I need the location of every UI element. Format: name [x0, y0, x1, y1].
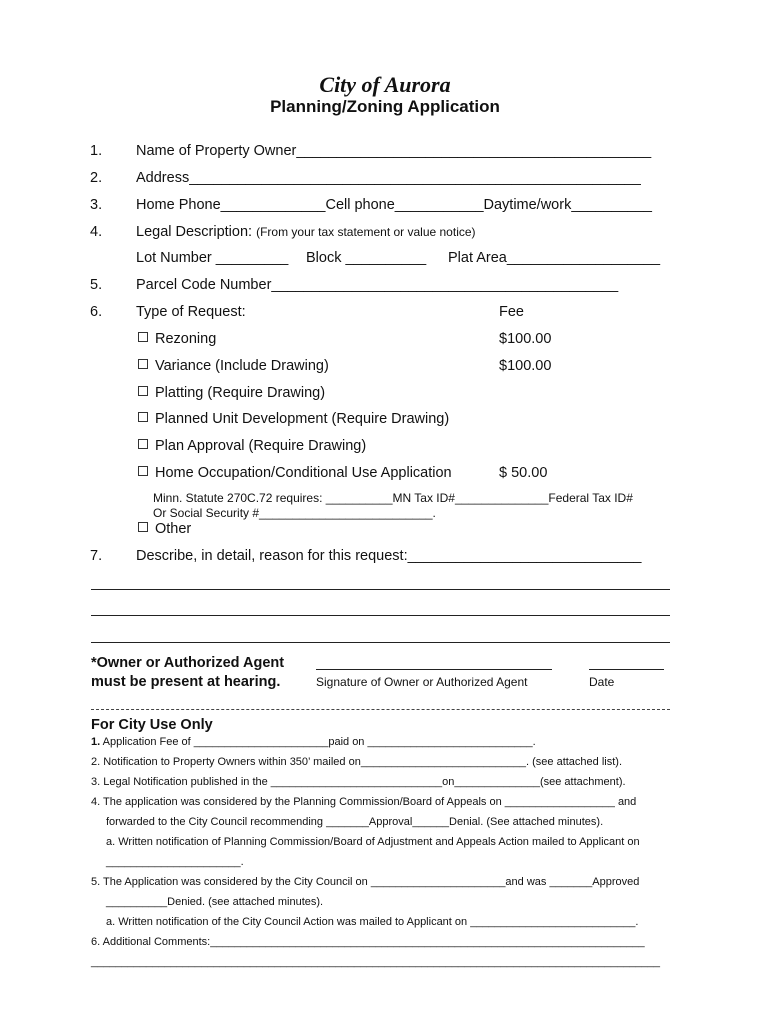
- lot-number-field[interactable]: Lot Number _________: [136, 250, 289, 266]
- owner-name-field[interactable]: Name of Property Owner____________________________________________: [136, 143, 652, 159]
- statute-line-1[interactable]: Minn. Statute 270C.72 requires: __________MN Tax ID#______________Federal Tax ID#: [153, 491, 633, 505]
- request-variance[interactable]: Variance (Include Drawing): [138, 358, 329, 374]
- plat-area-field[interactable]: Plat Area___________________: [448, 250, 661, 266]
- checkbox-icon[interactable]: [138, 439, 148, 449]
- city-use-line-6: 6. Additional Comments:_______________________________________________________________________: [91, 936, 645, 948]
- request-plan-approval[interactable]: Plan Approval (Require Drawing): [138, 438, 366, 454]
- city-use-line-5: 5. The Application was considered by the City Council on ______________________and was _______Approved: [91, 876, 640, 888]
- city-use-line-2: 2. Notification to Property Owners within 350’ mailed on___________________________. (see attached list).: [91, 756, 622, 768]
- type-of-request-label: Type of Request:: [136, 304, 246, 320]
- owner-presence-notice-1: *Owner or Authorized Agent: [91, 655, 285, 671]
- item-number-2: 2.: [90, 170, 103, 186]
- legal-description-note: (From your tax statement or value notice): [256, 225, 476, 239]
- fee-home-occupation: $ 50.00: [499, 465, 548, 481]
- item-number-6: 6.: [90, 304, 103, 320]
- request-rezoning[interactable]: Rezoning: [138, 331, 216, 347]
- city-use-line-5c: a. Written notification of the City Council Action was mailed to Applicant on ___________________________.: [106, 916, 639, 928]
- legal-description-title: Legal Description:: [136, 224, 253, 240]
- item-number-5: 5.: [90, 277, 103, 293]
- city-use-line-1-number: 1.: [91, 736, 101, 748]
- city-use-line-4: 4. The application was considered by the Planning Commission/Board of Appeals on __________________ and: [91, 796, 637, 808]
- date-line[interactable]: [589, 669, 664, 670]
- checkbox-icon[interactable]: [138, 412, 148, 422]
- page-title: City of Aurora: [319, 72, 451, 97]
- request-pud[interactable]: Planned Unit Development (Require Drawing): [138, 411, 449, 427]
- request-other[interactable]: Other: [138, 521, 191, 537]
- fee-label: Fee: [499, 304, 524, 320]
- checkbox-icon[interactable]: [138, 332, 148, 342]
- describe-field[interactable]: Describe, in detail, reason for this request:_____________________________: [136, 548, 642, 564]
- checkbox-icon[interactable]: [138, 466, 148, 476]
- parcel-code-field[interactable]: Parcel Code Number___________________________________________: [136, 277, 619, 293]
- block-field[interactable]: Block __________: [306, 250, 427, 266]
- fee-variance: $100.00: [499, 358, 552, 374]
- city-use-heading: For City Use Only: [91, 717, 213, 733]
- page-subtitle: Planning/Zoning Application: [270, 97, 500, 116]
- describe-line-1[interactable]: [91, 589, 670, 590]
- signature-label: Signature of Owner or Authorized Agent: [316, 675, 528, 689]
- city-use-line-5b: __________Denied. (see attached minutes).: [106, 896, 324, 908]
- owner-presence-notice-2: must be present at hearing.: [91, 674, 281, 690]
- item-number-4: 4.: [90, 224, 103, 240]
- separator-dashed: [91, 709, 670, 710]
- describe-line-3[interactable]: [91, 642, 670, 643]
- fee-rezoning: $100.00: [499, 331, 552, 347]
- city-use-line-3: 3. Legal Notification published in the ____________________________on______________(see attachment).: [91, 776, 626, 788]
- item-number-3: 3.: [90, 197, 103, 213]
- signature-line[interactable]: [316, 669, 552, 670]
- city-use-line-6b: _____________________________________________________________________________________________: [91, 956, 660, 968]
- legal-description-label: [136, 224, 476, 240]
- phone-fields[interactable]: Home Phone_____________Cell phone___________Daytime/work__________: [136, 197, 652, 213]
- date-label: Date: [589, 675, 615, 689]
- checkbox-icon[interactable]: [138, 386, 148, 396]
- item-number-7: 7.: [90, 548, 103, 564]
- describe-line-2[interactable]: [91, 615, 670, 616]
- request-platting[interactable]: Platting (Require Drawing): [138, 385, 325, 401]
- city-use-line-4d: ______________________.: [106, 856, 244, 868]
- checkbox-icon[interactable]: [138, 359, 148, 369]
- request-home-occupation[interactable]: Home Occupation/Conditional Use Application: [138, 465, 452, 481]
- item-number-1: 1.: [90, 143, 103, 159]
- statute-line-2[interactable]: Or Social Security #__________________________.: [153, 506, 436, 520]
- city-use-line-4b: forwarded to the City Council recommending _______Approval______Denial. (See attached minutes).: [106, 816, 604, 828]
- checkbox-icon[interactable]: [138, 522, 148, 532]
- city-use-line-4c: a. Written notification of Planning Commission/Board of Adjustment and Appeals Action mailed to Applicant on: [106, 836, 640, 848]
- address-field[interactable]: Address________________________________________________________: [136, 170, 641, 186]
- city-use-line-1: 1. Application Fee of ______________________paid on ___________________________.: [91, 736, 536, 748]
